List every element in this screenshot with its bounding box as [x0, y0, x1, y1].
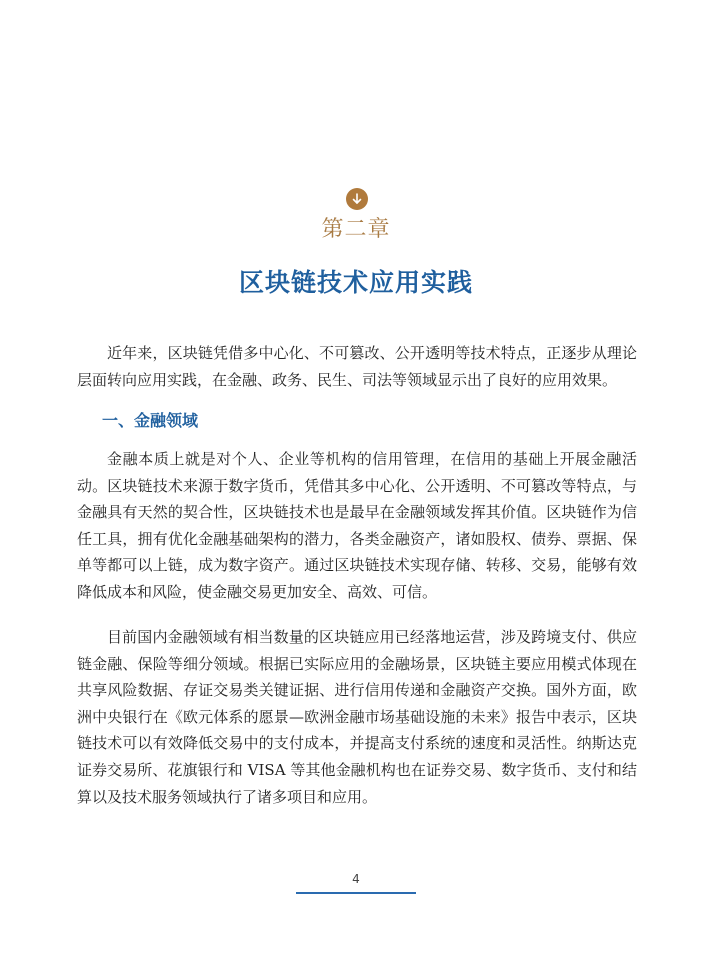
chapter-title: 区块链技术应用实践	[238, 268, 473, 297]
intro-paragraph: 近年来，区块链凭借多中心化、不可篡改、公开透明等技术特点，正逐步从理论层面转向应用实践，在金融、政务、民生、司法等领域显示出了良好的应用效果。	[77, 344, 637, 389]
footer-divider	[296, 892, 416, 894]
chapter-label: 第二章	[321, 217, 391, 242]
arrow-down-circle-icon	[346, 188, 368, 210]
page-number: 4	[352, 872, 360, 886]
section-heading: 一、金融领域	[102, 411, 199, 430]
body-paragraph: 目前国内金融领域有相当数量的区块链应用已经落地运营，涉及跨境支付、供应链金融、保险等细分领域。根据已实际应用的金融场景，区块链主要应用模式体现在共享风险数据、存证交易类关键证据、进行信用传递和金融资产交换。国外方面，欧洲中央银行在《欧元体系的愿景—欧洲金融市场基础设施的未来》报告中表示，区块链技术可以有效降低交易中的支付成本，并提高支付系统的速度和灵活性。纳斯达克证券交易所、花旗银行和 VISA 等其他金融机构也在证券交易、数字货币、支付和结算以及技术服务领域执行了诸多项目和应用。	[77, 628, 637, 806]
body-paragraph: 金融本质上就是对个人、企业等机构的信用管理，在信用的基础上开展金融活动。区块链技术来源于数字货币，凭借其多中心化、公开透明、不可篡改等特点，与金融具有天然的契合性，区块链技术也是最早在金融领域发挥其价值。区块链作为信任工具，拥有优化金融基础架构的潜力，各类金融资产，诸如股权、债券、票据、保单等都可以上链，成为数字资产。通过区块链技术实现存储、转移、交易，能够有效降低成本和风险，使金融交易更加安全、高效、可信。	[77, 450, 637, 601]
